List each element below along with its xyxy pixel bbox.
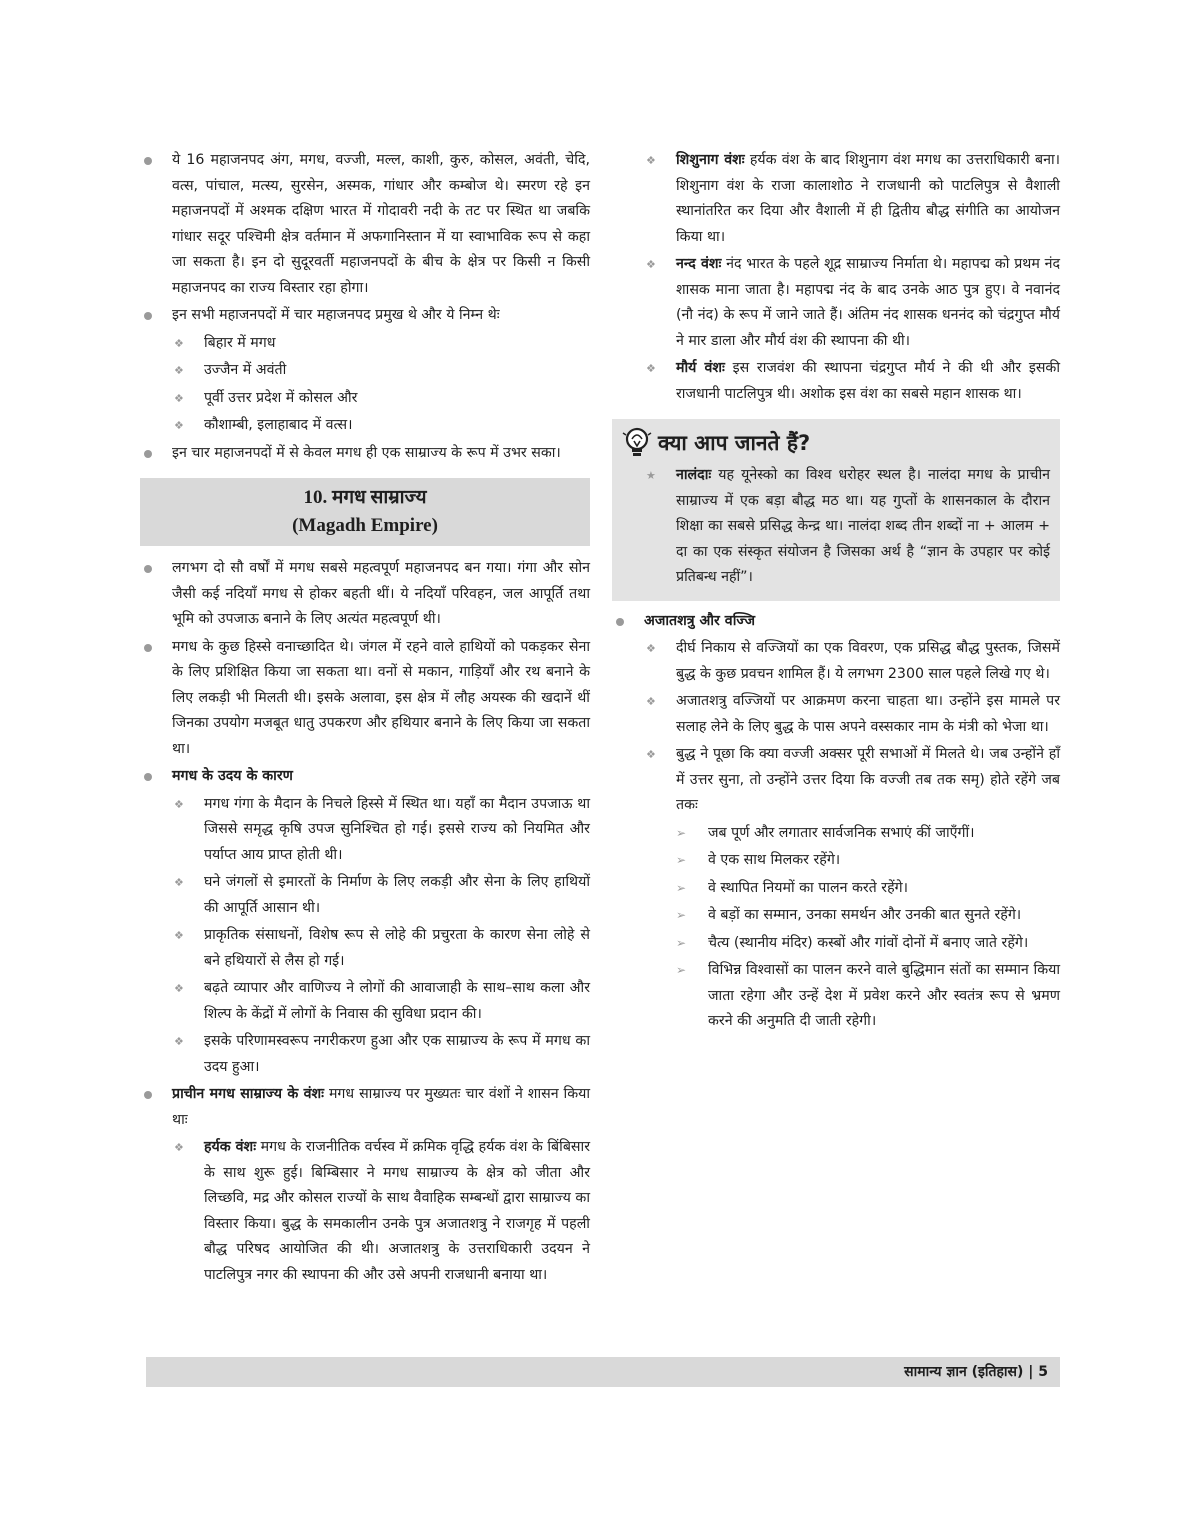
list-item: ❖ बिहार में मगध xyxy=(140,331,590,357)
nalanda-text: यह यूनेस्को का विश्व धरोहर स्थल है। नालंदा मगध के प्राचीन साम्राज्य में एक बड़ा बौद्ध मठ था। यह गुप्तों के शासनकाल के दौरान शिक्षा का सबसे प्रसिद्ध केन्द्र था। नालंदा शब्द तीन शब्दों ना + आलम + दा का एक संस्कृत संयोजन है जिसका अर्थ है “ज्ञान के उपहार पर कोई प्रतिबन्ध नहीं”। xyxy=(676,467,1050,585)
footer-page-label: सामान्य ज्ञान (इतिहास) | 5 xyxy=(904,1364,1048,1380)
section-heading-english: (Magadh Empire) xyxy=(292,515,438,536)
haryanka-text: मगध के राजनीतिक वर्चस्व में क्रमिक वृद्धि हर्यक वंश के बिंबिसार के साथ शुरू हुई। बिम्बिसार ने मगध साम्राज्य के क्षेत्र को जीता और लिच्छवि, मद्र और कोसल राज्यों के साथ वैवाहिक सम्बन्धों द्वारा साम्राज्य का विस्तार किया। बुद्ध के समकालीन उनके पुत्र अजातशत्रु ने राजगृह में पहली बौद्ध परिषद आयोजित की थी। अजातशत्रु के उत्तराधिकारी उदयन ने पाटलिपुत्र नगर की स्थापना की और उसे अपनी राजधानी बनाया था। xyxy=(204,1139,590,1283)
did-you-know-heading: क्या आप जानते हैं? xyxy=(658,431,811,455)
list-item: ➢ वे स्थापित नियमों का पालन करते रहेंगे। xyxy=(612,876,1060,902)
dynasties-text: मगध साम्राज्य पर मुख्यतः चार वंशों ने शासन किया थाः xyxy=(172,1086,591,1128)
list-item: ❖ प्राकृतिक संसाधनों, विशेष रूप से लोहे की प्रचुरता के कारण सेना लोहे से बने हथियारों से लैस हो गई। xyxy=(140,923,590,974)
list-item: ❖ दीर्घ निकाय से वज्जियों का एक विवरण, एक प्रसिद्ध बौद्ध पुस्तक, जिसमें बुद्ध के कुछ प्रवचन शामिल हैं। ये लगभग 2300 साल पहले लिखे गए थे। xyxy=(612,636,1060,687)
shishunaga-text: हर्यक वंश के बाद शिशुनाग वंश मगध का उत्तराधिकारी बना। शिशुनाग वंश के राजा कालाशोठ ने राजधानी को पाटलिपुत्र से वैशाली स्थानांतरित कर दिया और वैशाली में ही द्वितीय बौद्ध संगीति का आयोजन किया था। xyxy=(676,152,1060,245)
list-item: ➢ चैत्य (स्थानीय मंदिर) कस्बों और गांवों दोनों में बनाए जाते रहेंगे। xyxy=(612,931,1060,957)
did-you-know-box xyxy=(612,419,1060,601)
did-you-know-title xyxy=(612,427,1050,459)
list-item xyxy=(140,1135,590,1288)
list-item: ❖ मगध गंगा के मैदान के निचले हिस्से में स्थित था। यहाँ का मैदान उपजाऊ था जिससे समृद्ध कृषि उपज सुनिश्चित हो गई। इससे राज्य को नियमित और पर्याप्त आय प्राप्त होती थी। xyxy=(140,792,590,869)
list-item: ➢ वे एक साथ मिलकर रहेंगे। xyxy=(612,848,1060,874)
lightbulb-icon xyxy=(622,427,652,459)
list-item: ❖ इसके परिणामस्वरूप नगरीकरण हुआ और एक साम्राज्य के रूप में मगध का उदय हुआ। xyxy=(140,1029,590,1080)
list-item xyxy=(140,1082,590,1133)
maurya-title: मौर्य वंशः xyxy=(676,360,725,376)
section-heading xyxy=(140,478,590,546)
list-item: ❖ घने जंगलों से इमारतों के निर्माण के लिए लकड़ी और सेना के लिए हाथियों की आपूर्ति आसान थी। xyxy=(140,870,590,921)
nanda-text: नंद भारत के पहले शूद्र साम्राज्य निर्माता थे। महापद्म को प्रथम नंद शासक माना जाता है। महापद्म नंद के बाद उनके आठ पुत्र हुए। वे नवानंद (नौ नंद) के रूप में जाने जाते हैं। अंतिम नंद शासक धननंद को चंद्रगुप्त मौर्य ने मार डाला और मौर्य वंश की स्थापना की थी। xyxy=(676,256,1060,349)
list-item: इन चार महाजनपदों में से केवल मगध ही एक साम्राज्य के रूप में उभर सका। xyxy=(140,441,590,467)
list-item xyxy=(612,148,1060,250)
right-column xyxy=(612,148,1060,1037)
list-item: ❖ बढ़ते व्यापार और वाणिज्य ने लोगों की आवाजाही के साथ–साथ कला और शिल्प के केंद्रों में लोगों के निवास की सुविधा प्रदान की। xyxy=(140,976,590,1027)
left-column xyxy=(140,148,590,1290)
list-item: लगभग दो सौ वर्षों में मगध सबसे महत्वपूर्ण महाजनपद बन गया। गंगा और सोन जैसी कई नदियाँ मगध से होकर बहती थीं। ये नदियाँ परिवहन, जल आपूर्ति तथा भूमि को उपजाऊ बनाने के लिए अत्यंत महत्वपूर्ण थी। xyxy=(140,556,590,633)
list-item: ❖ उज्जैन में अवंती xyxy=(140,358,590,384)
list-item: ➢ जब पूर्ण और लगातार सार्वजनिक सभाएं कीं जाएँगीं। xyxy=(612,821,1060,847)
list-item: ये 16 महाजनपद अंग, मगध, वज्जी, मल्ल, काशी, कुरु, कोसल, अवंती, चेदि, वत्स, पांचाल, मत्स्य, सुरसेन, अस्मक, गांधार और कम्बोज थे। स्मरण रहे इन महाजनपदों में अश्मक दक्षिण भारत में गोदावरी नदी के तट पर स्थित था जबकि गांधार सदूर पश्चिमी क्षेत्र वर्तमान में अफगानिस्तान में या स्वाभाविक रूप से कहा जा सकता है। इन दो सुदूरवर्ती महाजनपदों के बीच के क्षेत्र पर किसी न किसी महाजनपद का राज्य विस्तार रहा होगा। xyxy=(140,148,590,301)
list-item: ➢ विभिन्न विश्वासों का पालन करने वाले बुद्धिमान संतों का सम्मान किया जाता रहेगा और उन्हें देश में प्रवेश करने और स्वतंत्र रूप से भ्रमण करने की अनुमति दी जाती रहेगी। xyxy=(612,958,1060,1035)
page-footer xyxy=(146,1357,1060,1387)
maurya-text: इस राजवंश की स्थापना चंद्रगुप्त मौर्य ने की थी और इसकी राजधानी पाटलिपुत्र थी। अशोक इस वंश का सबसे महान शासक था। xyxy=(676,360,1060,402)
shishunaga-title: शिशुनाग वंशः xyxy=(676,152,745,168)
subheading-causes: मगध के उदय के कारण xyxy=(140,764,590,790)
haryanka-title: हर्यक वंशः xyxy=(204,1139,257,1155)
nalanda-label: नालंदाः xyxy=(676,467,712,483)
list-item: इन सभी महाजनपदों में चार महाजनपद प्रमुख थे और ये निम्न थेः xyxy=(140,303,590,329)
list-item: मगध के कुछ हिस्से वनाच्छादित थे। जंगल में रहने वाले हाथियों को पकड़कर सेना के लिए प्रशिक्षित किया जा सकता था। वनों से मकान, गाड़ियाँ और रथ बनाने के लिए लकड़ी भी मिलती थी। इसके अलावा, इस क्षेत्र में लौह अयस्क की खदानें थीं जिनका उपयोग मजबूत धातु उपकरण और हथियार बनाने के लिए किया जा सकता था। xyxy=(140,635,590,763)
subheading-ajatashatru: अजातशत्रु और वज्जि xyxy=(612,609,1060,635)
list-item: ❖ बुद्ध ने पूछा कि क्या वज्जी अक्सर पूरी सभाओं में मिलते थे। जब उन्होंने हाँ में उत्तर सुना, तो उन्होंने उत्तर दिया कि वज्जी तब तक समृ) होते रहेंगे जब तकः xyxy=(612,742,1060,819)
list-item xyxy=(612,252,1060,354)
list-item: ➢ वे बड़ों का सम्मान, उनका समर्थन और उनकी बात सुनते रहेंगे। xyxy=(612,903,1060,929)
section-heading-hindi: 10. मगध साम्राज्य xyxy=(303,487,427,508)
list-item xyxy=(612,356,1060,407)
list-item: ❖ अजातशत्रु वज्जियों पर आक्रमण करना चाहता था। उन्होंने इस मामले पर सलाह लेने के लिए बुद्ध के पास अपने वस्सकार नाम के मंत्री को भेजा था। xyxy=(612,689,1060,740)
nanda-title: नन्द वंशः xyxy=(676,256,722,272)
list-item: ❖ पूर्वी उत्तर प्रदेश में कोसल और xyxy=(140,386,590,412)
did-you-know-text xyxy=(612,463,1050,591)
list-item: ❖ कौशाम्बी, इलाहाबाद में वत्स। xyxy=(140,413,590,439)
dynasties-title: प्राचीन मगध साम्राज्य के वंशः xyxy=(172,1086,325,1102)
